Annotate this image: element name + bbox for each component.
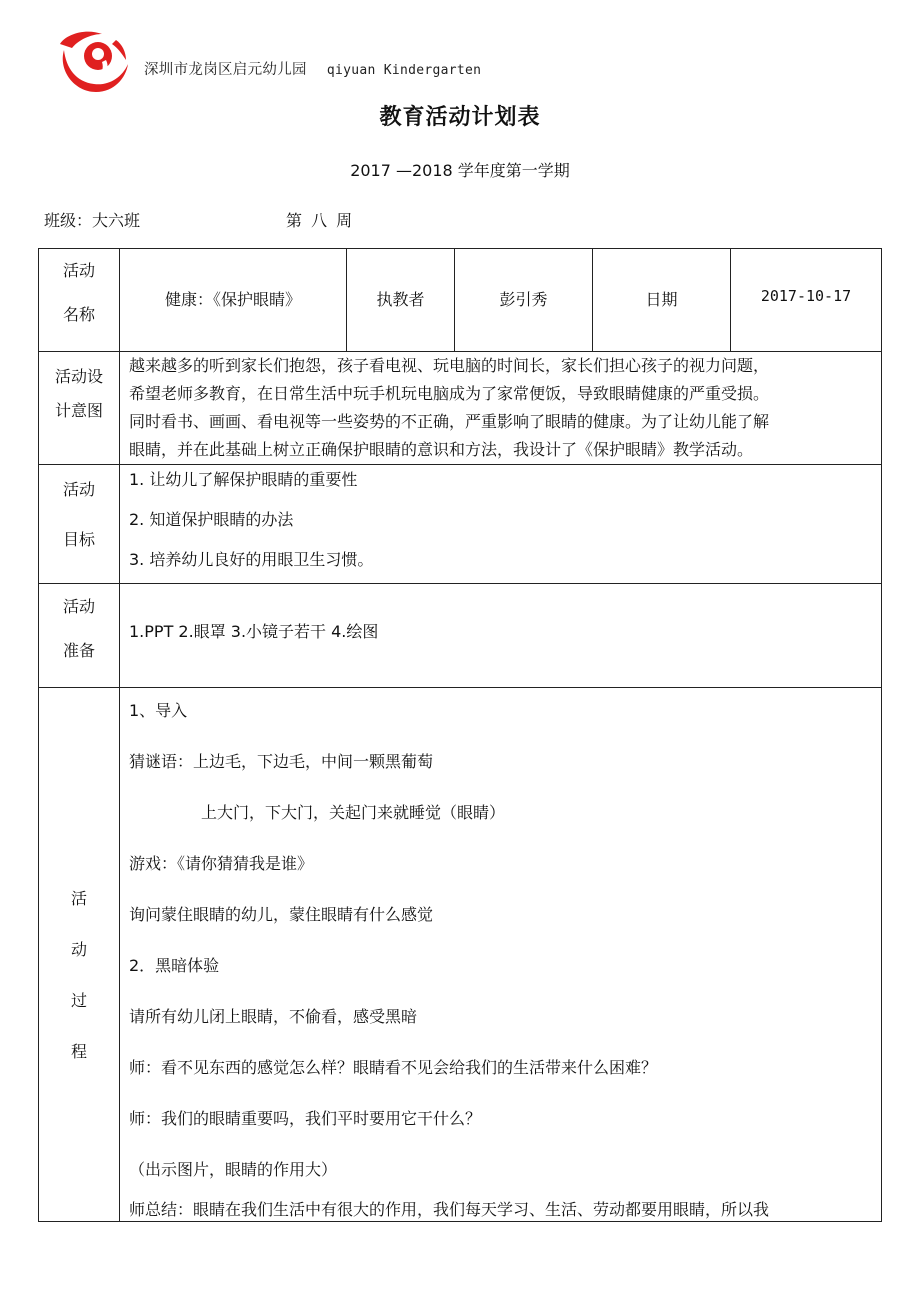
row-divider bbox=[39, 464, 881, 465]
process-line: 师总结：眼睛在我们生活中有很大的作用，我们每天学习、生活、劳动都要用眼睛，所以我 bbox=[129, 1200, 770, 1219]
preparation-text: 1.PPT 2.眼罩 3.小镜子若干 4.绘图 bbox=[129, 622, 379, 641]
activity-date: 2017-10-17 bbox=[760, 287, 852, 305]
label-char: 程 bbox=[70, 1042, 87, 1061]
label-line: 活动 bbox=[62, 480, 95, 499]
goals-label bbox=[39, 465, 119, 565]
kindergarten-logo bbox=[56, 30, 130, 96]
row-divider bbox=[39, 687, 881, 688]
text-line: 越来越多的听到家长们抱怨，孩子看电视、玩电脑的时间长，家长们担心孩子的视力问题， bbox=[129, 356, 770, 375]
label-line: 活动 bbox=[62, 597, 95, 616]
label-char: 活 bbox=[70, 889, 87, 908]
process-line: 2．黑暗体验 bbox=[129, 956, 220, 975]
process-line: 询问蒙住眼睛的幼儿，蒙住眼睛有什么感觉 bbox=[129, 905, 434, 924]
label-char: 过 bbox=[70, 991, 87, 1010]
document-title: 教育活动计划表 bbox=[379, 105, 541, 130]
activity-name: 健康：《保护眼睛》 bbox=[164, 290, 301, 309]
label-char: 动 bbox=[70, 940, 87, 959]
process-line: 游戏：《请你猜猜我是谁》 bbox=[129, 854, 314, 873]
label-line: 活动设 bbox=[54, 367, 103, 386]
goal-item: 3. 培养幼儿良好的用眼卫生习惯。 bbox=[129, 550, 374, 569]
teacher-label: 执教者 bbox=[376, 290, 425, 309]
goal-item: 2. 知道保护眼睛的办法 bbox=[129, 510, 294, 529]
activity-plan-table bbox=[38, 248, 882, 1222]
kindergarten-name-cn: 深圳市龙岗区启元幼儿园 bbox=[144, 62, 307, 78]
kindergarten-name-en: qiyuan Kindergarten bbox=[326, 63, 482, 78]
process-line: 1、导入 bbox=[129, 701, 188, 720]
school-term: 2017 —2018 学年度第一学期 bbox=[350, 161, 570, 180]
text-line: 希望老师多教育，在日常生活中玩手机玩电脑成为了家常便饭，导致眼睛健康的严重受损。 bbox=[129, 384, 770, 403]
label-line: 活动 bbox=[62, 261, 95, 280]
week-info: 第 八 周 bbox=[286, 211, 353, 230]
goal-item: 1. 让幼儿了解保护眼睛的重要性 bbox=[129, 470, 358, 489]
label-line: 计意图 bbox=[54, 401, 103, 420]
design-intent-label bbox=[39, 355, 119, 433]
process-line: 师：我们的眼睛重要吗，我们平时要用它干什么？ bbox=[129, 1109, 482, 1128]
activity-name-label bbox=[39, 249, 119, 337]
process-line: 猜谜语：上边毛，下边毛，中间一颗黑葡萄 bbox=[129, 752, 434, 771]
text-line: 同时看书、画画、看电视等一些姿势的不正确，严重影响了眼睛的健康。为了让幼儿能了解 bbox=[129, 412, 770, 431]
label-line: 名称 bbox=[62, 305, 95, 324]
process-line: （出示图片，眼睛的作用大） bbox=[129, 1160, 338, 1179]
design-intent-text bbox=[129, 352, 871, 464]
column-divider bbox=[119, 249, 120, 1221]
text-line: 眼睛，并在此基础上树立正确保护眼睛的意识和方法，我设计了《保护眼睛》教学活动。 bbox=[129, 440, 754, 459]
date-label: 日期 bbox=[645, 290, 678, 309]
process-line: 请所有幼儿闭上眼睛，不偷看，感受黑暗 bbox=[129, 1007, 418, 1026]
process-label bbox=[39, 873, 119, 1077]
process-line: 上大门，下大门，关起门来就睡觉（眼睛） bbox=[201, 803, 506, 822]
teacher-name: 彭引秀 bbox=[499, 290, 548, 309]
process-line: 师：看不见东西的感觉怎么样？眼睛看不见会给我们的生活带来什么困难？ bbox=[129, 1058, 658, 1077]
label-line: 目标 bbox=[62, 530, 95, 549]
label-line: 准备 bbox=[62, 641, 95, 660]
kindergarten-name bbox=[144, 58, 481, 79]
preparation-label bbox=[39, 585, 119, 673]
class-info: 班级：大六班 bbox=[44, 211, 141, 230]
row-divider bbox=[39, 583, 881, 584]
